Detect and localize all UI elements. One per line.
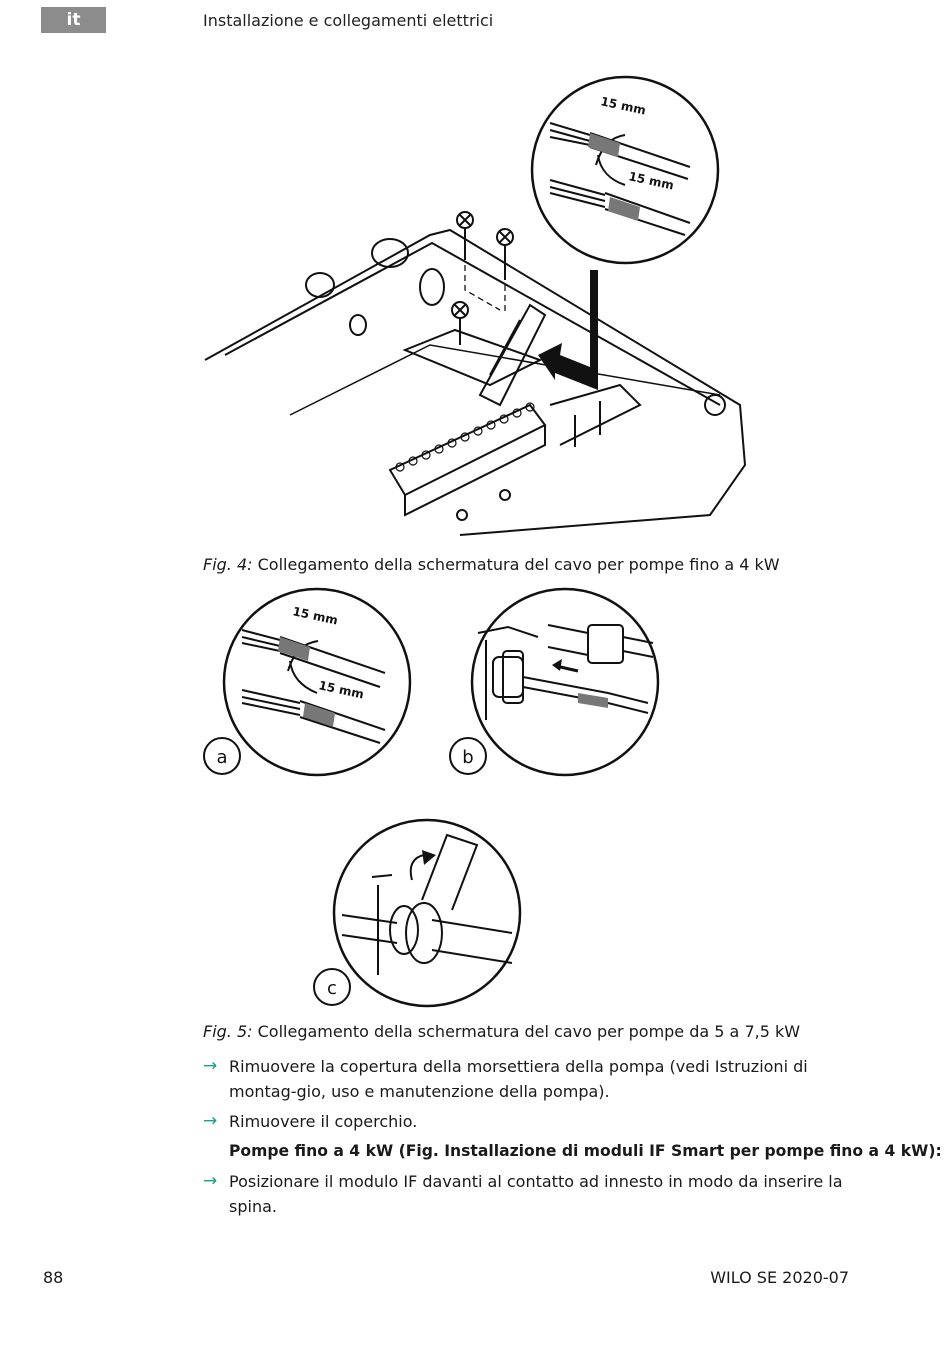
fig5-panel-c bbox=[312, 815, 532, 1015]
fig5-caption-prefix: Fig. 5: bbox=[203, 1022, 253, 1041]
fig4-callout-label-bottom: 15 mm bbox=[627, 169, 676, 193]
fig5c-letter: c bbox=[327, 978, 337, 999]
page-number: 88 bbox=[43, 1268, 64, 1287]
step-text: Rimuovere la copertura della morsettiera della pompa (vedi Istruzioni di montag-gio, uso e manutenzione della pompa). bbox=[229, 1057, 808, 1101]
fig4-callout-label-top: 15 mm bbox=[599, 94, 648, 118]
fig5-caption bbox=[203, 1022, 800, 1041]
page-header-title: Installazione e collegamenti elettrici bbox=[203, 11, 494, 30]
arrow-right-icon: → bbox=[203, 1171, 218, 1191]
step-item bbox=[203, 1109, 873, 1134]
fig4-illustration bbox=[200, 75, 760, 545]
fig5-panel-a bbox=[200, 585, 420, 785]
fig4-caption bbox=[203, 555, 780, 574]
subheading: Pompe fino a 4 kW (Fig. Installazione di moduli IF Smart per pompe fino a 4 kW): bbox=[229, 1142, 942, 1160]
step-item bbox=[203, 1169, 873, 1219]
fig5a-label-bottom: 15 mm bbox=[317, 678, 366, 702]
fig4-caption-prefix: Fig. 4: bbox=[203, 555, 253, 574]
fig5a-label-top: 15 mm bbox=[291, 604, 340, 628]
instruction-steps bbox=[203, 1054, 942, 1224]
step-item bbox=[203, 1054, 873, 1104]
footer-publisher: WILO SE 2020-07 bbox=[710, 1268, 849, 1287]
fig5-panel-b bbox=[448, 585, 668, 785]
fig5b-letter: b bbox=[462, 747, 474, 768]
fig5-caption-text: Collegamento della schermatura del cavo per pompe da 5 a 7,5 kW bbox=[252, 1022, 801, 1041]
step-text: Posizionare il modulo IF davanti al contatto ad innesto in modo da inserire la spina. bbox=[229, 1172, 843, 1216]
arrow-right-icon: → bbox=[203, 1111, 218, 1131]
arrow-right-icon: → bbox=[203, 1056, 218, 1076]
step-text: Rimuovere il coperchio. bbox=[229, 1112, 418, 1131]
fig4-caption-text: Collegamento della schermatura del cavo per pompe fino a 4 kW bbox=[252, 555, 780, 574]
language-tab: it bbox=[41, 7, 106, 33]
fig5a-letter: a bbox=[216, 747, 228, 768]
